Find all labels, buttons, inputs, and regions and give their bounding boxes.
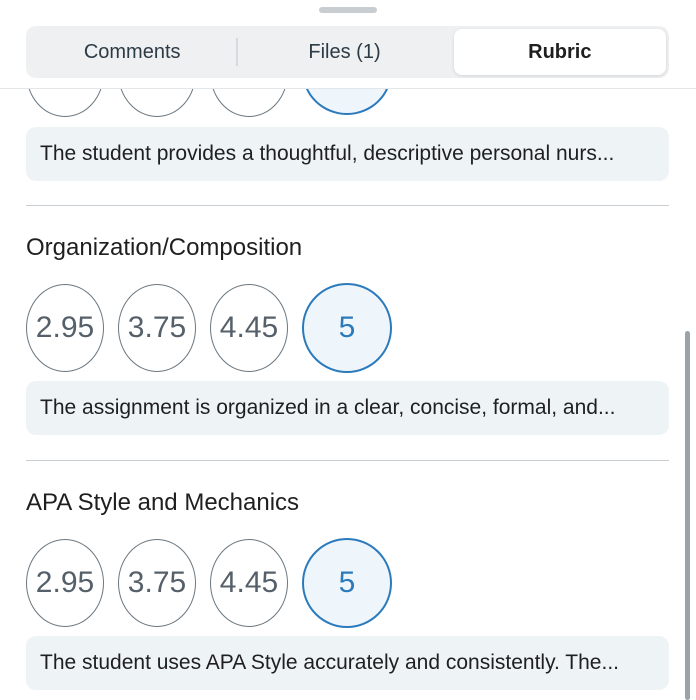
rating-option[interactable] xyxy=(26,89,104,117)
rating-options xyxy=(26,283,392,373)
criterion-title: APA Style and Mechanics xyxy=(26,489,300,516)
criterion-description[interactable]: The assignment is organized in a clear, concise, formal, and... xyxy=(26,381,669,435)
tab-rubric[interactable]: Rubric xyxy=(454,29,666,75)
rating-option[interactable]: 2.95 xyxy=(26,539,104,627)
rubric-scroll-area[interactable] xyxy=(0,89,696,700)
rating-options-prev xyxy=(26,89,392,117)
rating-option[interactable] xyxy=(118,89,196,117)
rating-options xyxy=(26,538,392,628)
rating-option[interactable]: 2.95 xyxy=(26,284,104,372)
criterion-title: Organization/Composition xyxy=(26,234,303,261)
scrollbar-thumb[interactable] xyxy=(685,331,690,700)
criterion-divider xyxy=(26,460,669,461)
rating-option-selected[interactable]: 5 xyxy=(302,538,392,628)
rating-option-selected[interactable] xyxy=(302,89,392,115)
rating-option[interactable]: 4.45 xyxy=(210,539,288,627)
tab-files[interactable]: Files (1) xyxy=(308,40,381,63)
segmented-tab-bar xyxy=(26,26,669,78)
rating-option-selected[interactable]: 5 xyxy=(302,283,392,373)
criterion-description[interactable]: The student provides a thoughtful, descriptive personal nurs... xyxy=(26,127,669,181)
rating-option[interactable]: 3.75 xyxy=(118,539,196,627)
rating-option[interactable] xyxy=(210,89,288,117)
rating-option[interactable]: 3.75 xyxy=(118,284,196,372)
rating-option[interactable]: 4.45 xyxy=(210,284,288,372)
criterion-description[interactable]: The student uses APA Style accurately and consistently. The... xyxy=(26,636,669,690)
tab-comments[interactable]: Comments xyxy=(26,26,238,78)
sheet-drag-handle[interactable] xyxy=(319,7,377,13)
criterion-divider xyxy=(26,205,669,206)
